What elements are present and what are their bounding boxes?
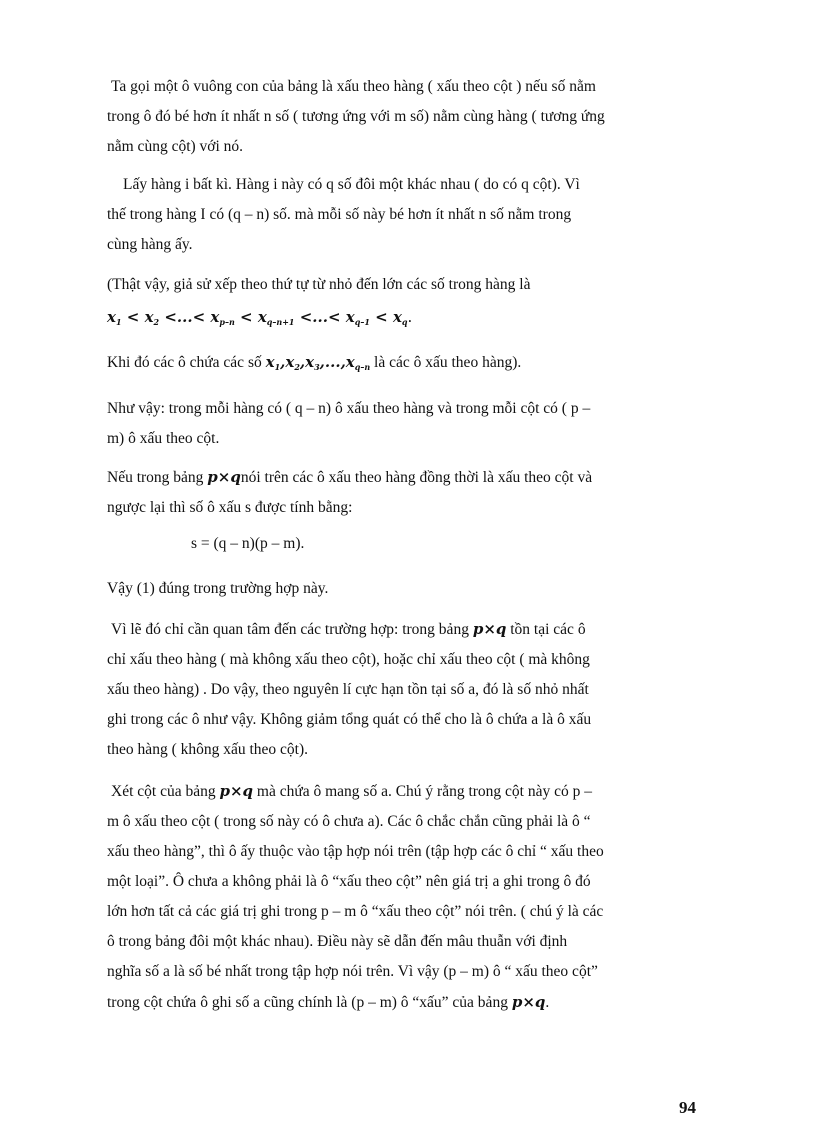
paragraph-equal-case [107, 462, 692, 559]
table-symbol: p×q [219, 782, 254, 800]
text-line: Nếu trong bảng p×qnói trên các ô xấu theo hàng đồng thời là xấu theo cột và [107, 468, 593, 486]
text-line: Vì lẽ đó chỉ cần quan tâm đến các trường hợp: trong bảng p×q tồn tại các ô [111, 620, 586, 638]
text-line: ngược lại thì số ô xấu s được tính bằng: [107, 499, 353, 516]
paragraph-definition [107, 72, 692, 162]
page-number: 94 [679, 1098, 696, 1117]
text-line: một loại”. Ô chưa a không phải là ô “xấu theo cột” nên giá trị a ghi trong ô đó [107, 873, 591, 890]
text-line: Khi đó các ô chứa các số $x_1,x_2,x_3,...,x_{q-n}$ là các ô xấu theo hàng). [107, 353, 522, 372]
text-line: ghi trong các ô như vậy. Không giảm tổng quát có thể cho là ô chứa a là ô xấu [107, 711, 592, 728]
paragraph-row-analysis [107, 170, 692, 260]
text-line: ô trong bảng đôi một khác nhau). Điều này sẽ dẫn đến mâu thuẫn với định [107, 933, 568, 950]
paragraph-counts [107, 394, 692, 454]
text-line: nghĩa số a là số bé nhất trong tập hợp nói trên. Vì vậy (p – m) ô “ xấu theo cột” [107, 963, 598, 980]
table-symbol: p×q [511, 993, 546, 1011]
paragraph-column-argument [107, 776, 692, 1018]
text-line: m ô xấu theo cột ( trong số này có ô chưa a). Các ô chắc chắn cũng phải là ô “ [107, 813, 591, 830]
paragraph-ordering [107, 270, 692, 337]
text-line: nằm cùng cột) với nó. [107, 138, 244, 155]
paragraph-extremal [107, 614, 692, 765]
sequence-list: $x_1,x_2,x_3,...,x_{q-n}$ [265, 353, 371, 372]
text-line: trong ô đó bé hơn ít nhất n số ( tương ứng với m số) nằm cùng hàng ( tương ứng [107, 108, 605, 125]
text-line: Ta gọi một ô vuông con của bảng là xấu theo hàng ( xấu theo cột ) nếu số nằm [111, 78, 596, 95]
paragraph-conclusion-case [107, 574, 692, 604]
table-symbol: p×q [207, 468, 241, 486]
text-line: (Thật vậy, giả sử xếp theo thứ tự từ nhỏ đến lớn các số trong hàng là [107, 276, 531, 293]
table-symbol: p×q [472, 620, 507, 638]
text-line: trong cột chứa ô ghi số a cũng chính là (p – m) ô “xấu” của bảng p×q. [107, 993, 550, 1011]
text-line: m) ô xấu theo cột. [107, 430, 220, 447]
formula: s = (q – n)(p – m). [191, 535, 305, 552]
inequality-chain: $x_1 < x_2$ <...< $x_{p-n} < x_{q-n+1}$ <...< $x_{q-1} < x_q$. [107, 308, 413, 327]
paragraph-bad-cells [107, 347, 692, 382]
text-line: Vậy (1) đúng trong trường hợp này. [107, 580, 329, 597]
text-line: chỉ xấu theo hàng ( mà không xấu theo cột), hoặc chỉ xấu theo cột ( mà không [107, 651, 590, 668]
text-line: lớn hơn tất cả các giá trị ghi trong p – m ô “xấu theo cột” nói trên. ( chú ý là các [107, 903, 604, 920]
text-line: xấu theo hàng”, thì ô ấy thuộc vào tập hợp nói trên (tập hợp các ô chỉ “ xấu theo [107, 843, 604, 860]
text-line: theo hàng ( không xấu theo cột). [107, 741, 309, 758]
text-line: xấu theo hàng) . Do vậy, theo nguyên lí cực hạn tồn tại số a, đó là số nhỏ nhất [107, 681, 589, 698]
text-line: Như vậy: trong mỗi hàng có ( q – n) ô xấu theo hàng và trong mỗi cột có ( p – [107, 400, 591, 417]
text-line: Lấy hàng i bất kì. Hàng i này có q số đôi một khác nhau ( do có q cột). Vì [123, 176, 580, 193]
text-line: Xét cột của bảng p×q mà chứa ô mang số a. Chú ý rằng trong cột này có p – [111, 782, 593, 800]
text-line: cùng hàng ấy. [107, 236, 193, 253]
text-line: thế trong hàng I có (q – n) số. mà mỗi số này bé hơn ít nhất n số nằm trong [107, 206, 572, 223]
